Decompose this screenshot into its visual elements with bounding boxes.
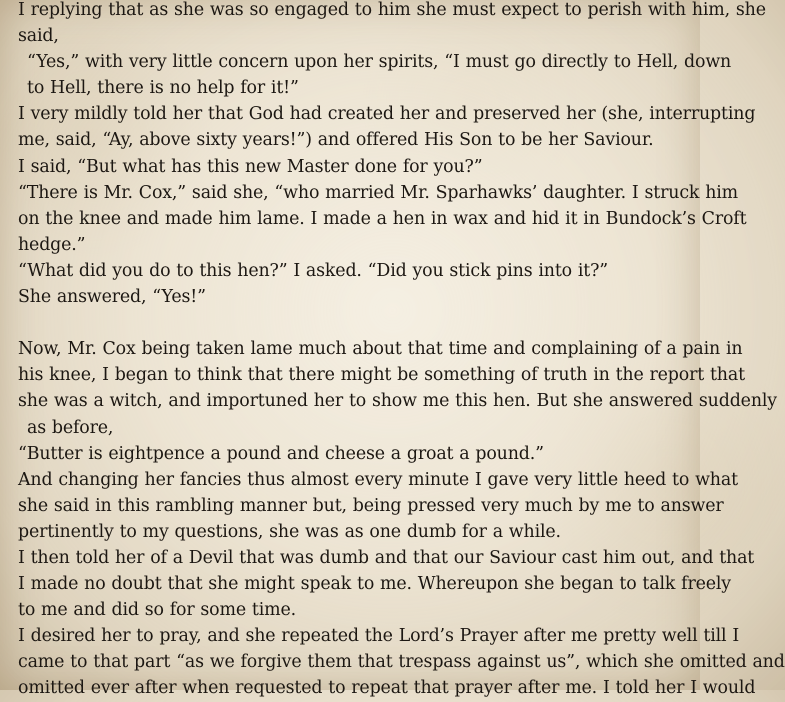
text-line: came to that part “as we forgive them that trespass against us”, which she omitted and <box>18 652 785 673</box>
text-line: “What did you do to this hen?” I asked. “Did you stick pins into it?” <box>18 260 609 281</box>
text-line: me, said, “Ay, above sixty years!”) and offered His Son to be her Saviour. <box>18 130 654 151</box>
blank-line <box>18 310 695 336</box>
text-line: Now, Mr. Cox being taken lame much about that time and complaining of a pain in <box>18 339 743 360</box>
text-line: to Hell, there is no help for it!” <box>27 78 299 99</box>
text-line: I very mildly told her that God had created her and preserved her (she, interrupting <box>18 104 756 125</box>
text-line: pertinently to my questions, she was as one dumb for a while. <box>18 521 561 542</box>
document-text <box>18 0 785 702</box>
text-line: his knee, I began to think that there might be something of truth in the report that <box>18 365 745 386</box>
text-line: omitted ever after when requested to repeat that prayer after me. I told her I would <box>18 678 756 699</box>
text-line: I said, “But what has this new Master done for you?” <box>18 156 483 177</box>
text-line: And changing her fancies thus almost every minute I gave very little heed to what <box>18 469 738 490</box>
text-line: she said in this rambling manner but, being pressed very much by me to answer <box>18 495 724 516</box>
text-line: hedge.” <box>18 234 86 255</box>
text-line: She answered, “Yes!” <box>18 287 206 308</box>
text-line: on the knee and made him lame. I made a hen in wax and hid it in Bundock’s Croft <box>18 208 747 229</box>
text-line: I replying that as she was so engaged to him she must expect to perish with him, she <box>18 0 766 20</box>
text-line: I desired her to pray, and she repeated the Lord’s Prayer after me pretty well till I <box>18 626 740 647</box>
text-line: said, <box>18 26 59 47</box>
text-line: I made no doubt that she might speak to me. Whereupon she began to talk freely <box>18 574 731 595</box>
text-line: “Yes,” with very little concern upon her spirits, “I must go directly to Hell, down <box>27 52 732 73</box>
text-line: as before, <box>27 417 114 438</box>
text-line: “Butter is eightpence a pound and cheese a groat a pound.” <box>18 443 544 464</box>
text-line: “There is Mr. Cox,” said she, “who married Mr. Sparhawks’ daughter. I struck him <box>18 182 739 203</box>
text-line: to me and did so for some time. <box>18 600 296 621</box>
text-line: she was a witch, and importuned her to show me this hen. But she answered suddenly <box>18 391 777 412</box>
text-line: I then told her of a Devil that was dumb and that our Saviour cast him out, and that <box>18 547 755 568</box>
